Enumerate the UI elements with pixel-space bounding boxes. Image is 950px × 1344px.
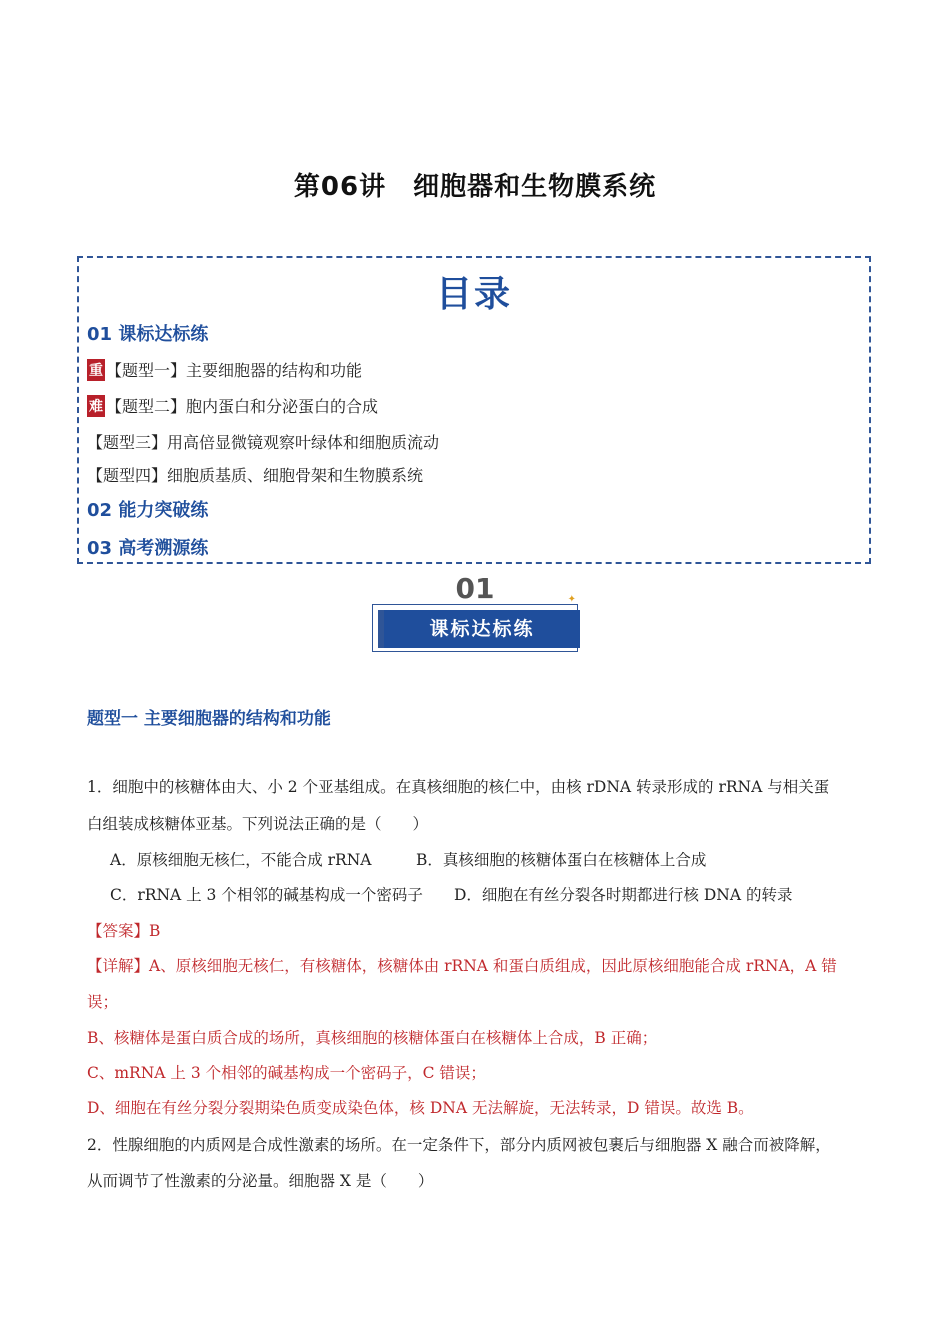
table-of-contents [77, 256, 871, 564]
toc-section-1[interactable]: 01 课标达标练 [87, 324, 209, 345]
toc-item-4[interactable] [87, 463, 423, 486]
key-tag: 重 [87, 359, 105, 381]
option-d: D．细胞在有丝分裂各时期都进行核 DNA 的转录 [454, 886, 793, 904]
badge-number: 01 [455, 572, 495, 605]
toc-item-text: 【题型二】胞内蛋白和分泌蛋白的合成 [106, 397, 379, 416]
answer: 【答案】B [87, 922, 161, 940]
toc-item-text: 【题型一】主要细胞器的结构和功能 [106, 361, 363, 380]
page-title: 第06讲 细胞器和生物膜系统 [293, 172, 657, 202]
detail-line-1: 【详解】A、原核细胞无核仁，有核糖体，核糖体由 rRNA 和蛋白质组成，因此原核细胞能合成 rRNA，A 错 [87, 957, 837, 975]
option-b: B．真核细胞的核糖体蛋白在核糖体上合成 [416, 851, 707, 869]
toc-section-2[interactable]: 02 能力突破练 [87, 500, 209, 521]
difficult-tag: 难 [87, 395, 105, 417]
toc-item-2[interactable] [87, 394, 378, 417]
toc-item-text: 【题型四】细胞质基质、细胞骨架和生物膜系统 [87, 466, 424, 485]
option-c: C．rRNA 上 3 个相邻的碱基构成一个密码子 [110, 886, 423, 904]
section-badge [370, 572, 580, 654]
toc-section-3[interactable]: 03 高考溯源练 [87, 538, 209, 559]
question-1-line-2: 白组装成核糖体亚基。下列说法正确的是（ ） [87, 815, 429, 833]
toc-heading: 目录 [435, 274, 512, 315]
detail-line-2: 误； [87, 993, 119, 1011]
question-2-line-2: 从而调节了性激素的分泌量。细胞器 X 是（ ） [87, 1172, 434, 1190]
badge-label: 课标达标练 [378, 610, 580, 648]
detail-line-4: C、mRNA 上 3 个相邻的碱基构成一个密码子，C 错误； [87, 1064, 486, 1082]
option-a: A．原核细胞无核仁，不能合成 rRNA [110, 851, 372, 869]
toc-item-text: 【题型三】用高倍显微镜观察叶绿体和细胞质流动 [87, 433, 440, 452]
question-1-line-1: 1．细胞中的核糖体由大、小 2 个亚基组成。在真核细胞的核仁中，由核 rDNA 转录形成的 rRNA 与相关蛋 [87, 778, 830, 796]
detail-line-3: B、核糖体是蛋白质合成的场所，真核细胞的核糖体蛋白在核糖体上合成，B 正确； [87, 1029, 658, 1047]
toc-item-3[interactable] [87, 430, 439, 453]
detail-line-5: D、细胞在有丝分裂分裂期染色质变成染色体，核 DNA 无法解旋，无法转录，D 错误。故选 B。 [87, 1099, 754, 1117]
sparkle-icon: ✦ [567, 594, 576, 605]
toc-item-1[interactable] [87, 358, 362, 381]
question-2-line-1: 2．性腺细胞的内质网是合成性激素的场所。在一定条件下，部分内质网被包裹后与细胞器 X 融合而被降解， [87, 1136, 831, 1154]
section-title: 题型一 主要细胞器的结构和功能 [87, 709, 331, 729]
